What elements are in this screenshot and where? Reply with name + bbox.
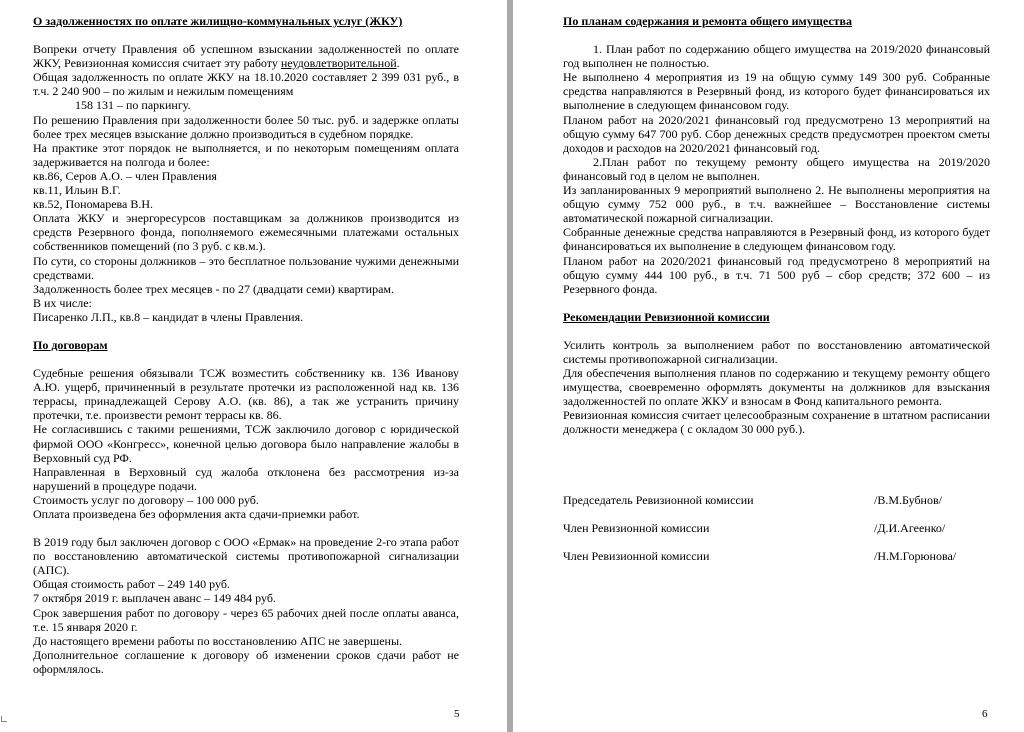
page-corner-mark [1,716,7,722]
paragraph: Оплата произведена без оформления акта сдачи-приемки работ. [33,507,360,521]
paragraph: Общая стоимость работ – 249 140 руб. [33,577,230,592]
paragraph: В их числе: [33,295,92,310]
page-number: 5 [454,708,460,720]
paragraph: До настоящего времени работы по восстановлению АПС не завершены. [33,633,403,648]
paragraph: Оплата ЖКУ и энергоресурсов поставщикам за должников производится из средств Резервного фонда, пополняемого ежемесячными платежами остальных собственников помещений (по 3 руб. с кв.м.). [33,211,459,254]
signature-row [563,493,990,521]
paragraph: Направленная в Верховный суд жалоба отклонена без рассмотрения из-за нарушений в процедуре подачи. [33,464,459,493]
section-title-contracts: По договорам [33,337,108,352]
paragraph: 158 131 – по паркингу. [75,98,191,113]
paragraph: Стоимость услуг по договору – 100 000 руб. [33,492,259,507]
paragraph: По сути, со стороны должников – это бесплатное пользование чужими денежными средствами. [33,253,459,282]
paragraph: Не выполнено 4 мероприятия из 19 на общую сумму 149 300 руб. Собранные средства направляются в Резервный фонд, из которого будет финансироваться их выполнение в следующем финансовом году. [563,70,990,113]
paragraph: Планом работ на 2020/2021 финансовый год предусмотрено 8 мероприятий на общую сумму 444 100 руб., в т.ч. 71 500 руб – сбор средств; 372 600 – из Резервного фонда. [563,253,990,296]
text: . [396,56,400,71]
paragraph: Срок завершения работ по договору - через 65 рабочих дней после оплаты аванса, т.е. 15 января 2020 г. [33,605,459,634]
signatory-role: Председатель Ревизионной комиссии [563,492,754,507]
paragraph: Судебные решения обязывали ТСЖ возместить собственнику кв. 136 Иванову А.Ю. ущерб, причиненный в результате протечки из расположенной над кв. 136 террасы, принадлежащей Серову А.О. (кв. 86), а так же устранить причину протечки, т.е. произвести ремонт террасы кв. 86. [33,366,459,423]
debtor-line: кв.11, Ильин В.Г. [33,183,121,198]
signature-row [563,521,990,549]
paragraph: Не согласившись с такими решениями, ТСЖ заключило договор с юридической фирмой ООО «Конгресс», конечной целью договора было направление жалобы в Верховный суд РФ. [33,422,459,465]
page-5-content [33,14,459,676]
paragraph: Общая задолженность по оплате ЖКУ на 18.10.2020 составляет 2 399 031 руб., в т.ч. 2 240 900 – по жилым и нежилым помещениям [33,70,459,99]
paragraph: В 2019 году был заключен договор с ООО «Ермак» на проведение 2-го этапа работ по восстановлению автоматической системы противопожарной сигнализации (АПС). [33,535,459,578]
page-6-content [563,14,990,577]
document-page-6 [513,0,1024,732]
paragraph: 2.План работ по текущему ремонту общего имущества на 2019/2020 финансовый год в целом не выполнен. [563,154,990,183]
text: Вопреки отчету Правления об успешном взыскании задолженностей по оплате ЖКУ, Ревизионная комиссия считает эту работу [33,42,459,71]
paragraph: Дополнительное соглашение к договору об изменении сроков сдачи работ не оформлялось. [33,647,459,676]
debtor-line: кв.52, Пономарева В.Н. [33,197,154,212]
paragraph: Усилить контроль за выполнением работ по восстановлению автоматической системы противопожарной сигнализации. [563,337,990,366]
paragraph: 1. План работ по содержанию общего имущества на 2019/2020 финансовый год выполнен не полностью. [563,42,990,71]
underlined-text: неудовлетворительной [280,56,397,71]
paragraph: Ревизионная комиссия считает целесообразным сохранение в штатном расписании должности менеджера ( с окладом 30 000 руб.). [563,408,990,437]
paragraph [33,42,459,70]
paragraph: Задолженность более трех месяцев - по 27 (двадцати семи) квартирам. [33,281,395,296]
paragraph: На практике этот порядок не выполняется, и по некоторым помещениям оплата задерживается на полгода и более: [33,140,459,169]
signatory-name: /Д.И.Агеенко/ [874,520,946,535]
signatory-role: Член Ревизионной комиссии [563,520,710,535]
paragraph: Из запланированных 9 мероприятий выполнено 2. Не выполнены мероприятия на общую сумму 752 000 руб., в т.ч. важнейшее – Восстановление системы автоматической пожарной сигнализации. [563,183,990,226]
paragraph: Планом работ на 2020/2021 финансовый год предусмотрено 13 мероприятий на общую сумму 647 700 руб. Сбор денежных средств предусмотрен проектом сметы доходов и расходов на 2020/2021 финансовый год. [563,112,990,155]
paragraph: Писаренко Л.П., кв.8 – кандидат в члены Правления. [33,309,304,324]
debtor-line: кв.86, Серов А.О. – член Правления [33,168,217,183]
signatory-name: /Н.М.Горюнова/ [874,548,957,563]
section-title-debts: О задолженностях по оплате жилищно-коммунальных услуг (ЖКУ) [33,14,403,28]
signatory-role: Член Ревизионной комиссии [563,548,710,563]
page-number: 6 [982,708,988,720]
document-page-5 [0,0,507,732]
signatory-name: /В.М.Бубнов/ [874,492,942,507]
section-title-maintenance: По планам содержания и ремонта общего имущества [563,14,853,28]
paragraph: 7 октября 2019 г. выплачен аванс – 149 484 руб. [33,591,276,606]
paragraph: Собранные денежные средства направляются в Резервный фонд, из которого будет финансироваться их выполнение в следующем финансовом году. [563,225,990,254]
section-title-recommendations: Рекомендации Ревизионной комиссии [563,309,770,324]
paragraph: Для обеспечения выполнения планов по содержанию и текущему ремонту общего имущества, своевременно оформлять документы на должников для взыскания задолженностей по оплате ЖКУ и взносам в Фонд капитального ремонта. [563,366,990,409]
signature-row [563,549,990,577]
paragraph: По решению Правления при задолженности более 50 тыс. руб. и задержке оплаты более трех месяцев взыскание должно производиться в судебном порядке. [33,112,459,141]
